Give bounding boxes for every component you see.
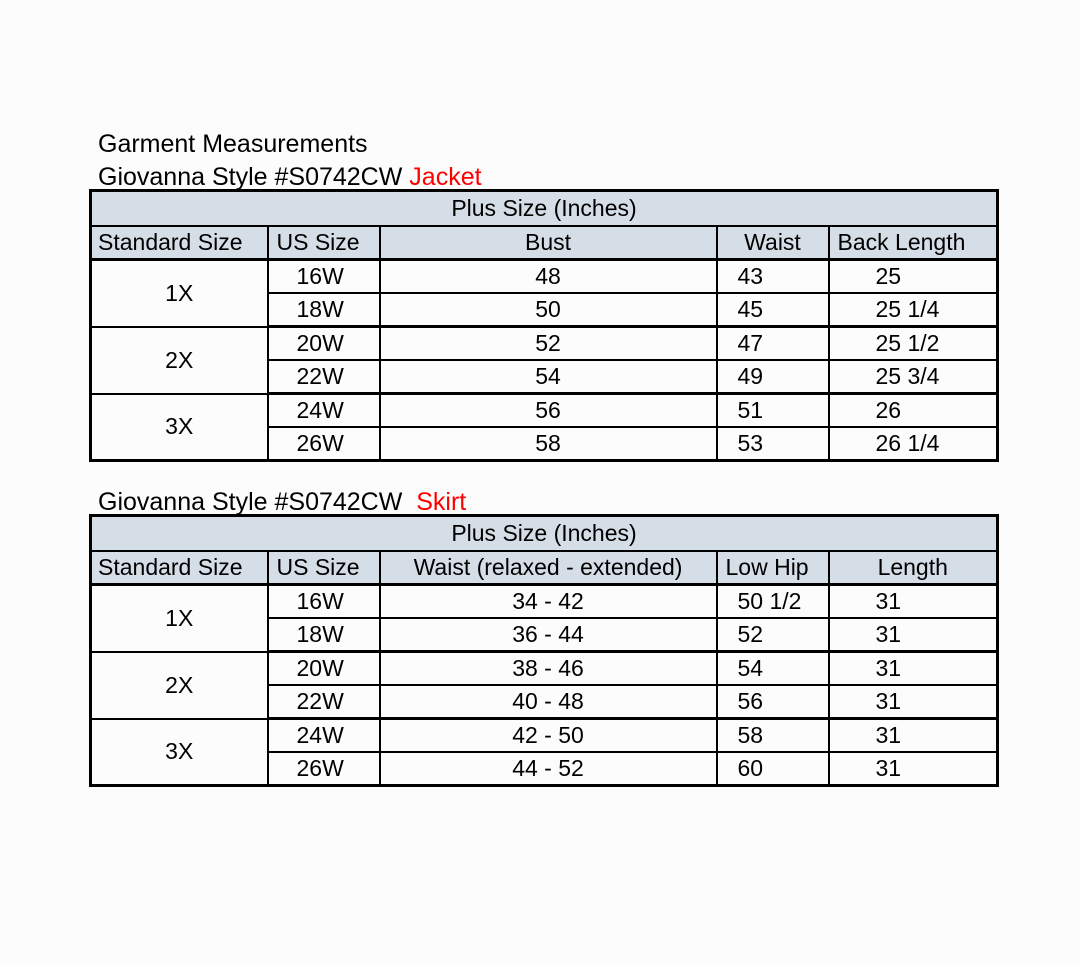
skirt-style-prefix: Giovanna Style #S0742CW bbox=[98, 488, 403, 516]
measure-cell: 54 bbox=[380, 360, 717, 394]
measure-cell: 31 bbox=[829, 652, 998, 686]
us-size-cell: 18W bbox=[268, 293, 380, 327]
skirt-measurement-table bbox=[89, 514, 999, 787]
measure-cell: 44 - 52 bbox=[380, 752, 717, 786]
measure-cell: 58 bbox=[717, 719, 829, 753]
us-size-cell: 18W bbox=[268, 618, 380, 652]
standard-size-cell: 3X bbox=[91, 719, 268, 786]
standard-size-cell: 2X bbox=[91, 327, 268, 394]
jacket-column-header: Waist bbox=[717, 226, 829, 260]
measure-cell: 36 - 44 bbox=[380, 618, 717, 652]
us-size-cell: 24W bbox=[268, 394, 380, 428]
skirt-column-header: Low Hip bbox=[717, 551, 829, 585]
measure-cell: 50 1/2 bbox=[717, 585, 829, 619]
table-row bbox=[91, 394, 998, 428]
skirt-column-header: Waist (relaxed - extended) bbox=[380, 551, 717, 585]
measure-cell: 54 bbox=[717, 652, 829, 686]
measure-cell: 58 bbox=[380, 427, 717, 461]
measure-cell: 51 bbox=[717, 394, 829, 428]
measure-cell: 50 bbox=[380, 293, 717, 327]
standard-size-cell: 1X bbox=[91, 585, 268, 652]
jacket-style-accent: Jacket bbox=[409, 163, 482, 191]
measure-cell: 26 bbox=[829, 394, 998, 428]
table-row bbox=[91, 719, 998, 753]
measure-cell: 53 bbox=[717, 427, 829, 461]
measure-cell: 52 bbox=[717, 618, 829, 652]
page-heading: Garment Measurements bbox=[98, 130, 368, 158]
jacket-column-header: Standard Size bbox=[91, 226, 268, 260]
measure-cell: 25 3/4 bbox=[829, 360, 998, 394]
us-size-cell: 26W bbox=[268, 752, 380, 786]
us-size-cell: 22W bbox=[268, 360, 380, 394]
us-size-cell: 16W bbox=[268, 260, 380, 294]
skirt-style-accent: Skirt bbox=[416, 488, 467, 516]
measure-cell: 38 - 46 bbox=[380, 652, 717, 686]
skirt-column-header: Length bbox=[829, 551, 998, 585]
us-size-cell: 22W bbox=[268, 685, 380, 719]
table-row bbox=[91, 260, 998, 294]
jacket-column-header: Back Length bbox=[829, 226, 998, 260]
us-size-cell: 16W bbox=[268, 585, 380, 619]
table-row bbox=[91, 652, 998, 686]
measure-cell: 42 - 50 bbox=[380, 719, 717, 753]
measure-cell: 31 bbox=[829, 585, 998, 619]
measure-cell: 47 bbox=[717, 327, 829, 361]
measure-cell: 56 bbox=[717, 685, 829, 719]
measure-cell: 31 bbox=[829, 685, 998, 719]
jacket-header-row bbox=[91, 226, 998, 260]
measure-cell: 60 bbox=[717, 752, 829, 786]
standard-size-cell: 1X bbox=[91, 260, 268, 327]
measure-cell: 45 bbox=[717, 293, 829, 327]
jacket-measurement-table bbox=[89, 189, 999, 462]
skirt-header-row bbox=[91, 551, 998, 585]
measure-cell: 49 bbox=[717, 360, 829, 394]
measure-cell: 31 bbox=[829, 618, 998, 652]
skirt-column-header: US Size bbox=[268, 551, 380, 585]
us-size-cell: 20W bbox=[268, 327, 380, 361]
standard-size-cell: 3X bbox=[91, 394, 268, 461]
jacket-column-header: US Size bbox=[268, 226, 380, 260]
standard-size-cell: 2X bbox=[91, 652, 268, 719]
measure-cell: 56 bbox=[380, 394, 717, 428]
measure-cell: 25 1/4 bbox=[829, 293, 998, 327]
measure-cell: 25 bbox=[829, 260, 998, 294]
table-row bbox=[91, 585, 998, 619]
measure-cell: 31 bbox=[829, 719, 998, 753]
skirt-banner: Plus Size (Inches) bbox=[91, 516, 998, 552]
measure-cell: 31 bbox=[829, 752, 998, 786]
jacket-style-title bbox=[98, 162, 482, 192]
measure-cell: 26 1/4 bbox=[829, 427, 998, 461]
skirt-style-title bbox=[98, 487, 466, 517]
jacket-column-header: Bust bbox=[380, 226, 717, 260]
us-size-cell: 26W bbox=[268, 427, 380, 461]
measure-cell: 40 - 48 bbox=[380, 685, 717, 719]
measure-cell: 48 bbox=[380, 260, 717, 294]
us-size-cell: 20W bbox=[268, 652, 380, 686]
table-row bbox=[91, 327, 998, 361]
skirt-column-header: Standard Size bbox=[91, 551, 268, 585]
us-size-cell: 24W bbox=[268, 719, 380, 753]
measure-cell: 25 1/2 bbox=[829, 327, 998, 361]
measure-cell: 43 bbox=[717, 260, 829, 294]
jacket-banner: Plus Size (Inches) bbox=[91, 191, 998, 227]
jacket-style-prefix: Giovanna Style #S0742CW bbox=[98, 163, 403, 191]
measure-cell: 34 - 42 bbox=[380, 585, 717, 619]
skirt-banner-row bbox=[91, 516, 998, 552]
jacket-banner-row bbox=[91, 191, 998, 227]
measure-cell: 52 bbox=[380, 327, 717, 361]
